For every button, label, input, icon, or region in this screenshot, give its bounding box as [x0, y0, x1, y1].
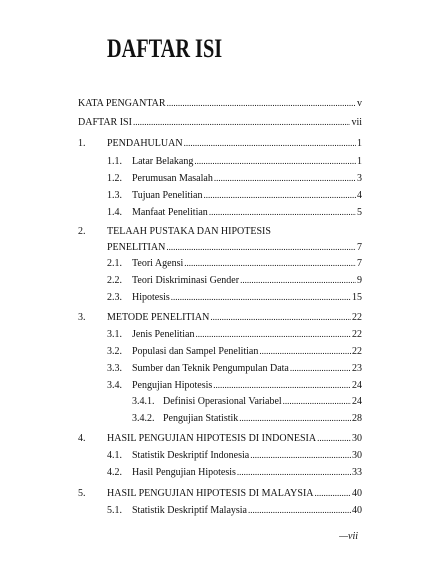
toc-entry-label: METODE PENELITIAN: [107, 312, 210, 323]
toc-entry-label: Populasi dan Sampel Penelitian: [132, 346, 259, 357]
toc-leader-dots: [283, 395, 351, 407]
toc-entry-kata-pengantar[interactable]: [78, 97, 362, 110]
toc-entry-label: Definisi Operasional Variabel: [163, 396, 282, 407]
toc-entry-label: HASIL PENGUJIAN HIPOTESIS DI MALAYSIA: [107, 488, 314, 499]
toc-leader-dots: [239, 412, 351, 424]
toc-entry-number: 3.3.: [107, 363, 122, 374]
toc-entry-page: 40: [352, 505, 362, 516]
toc-entry-chapter-4[interactable]: [78, 432, 362, 445]
toc-entry-label: Tujuan Penelitian: [132, 190, 203, 201]
toc-entry-label: HASIL PENGUJIAN HIPOTESIS DI INDONESIA: [107, 433, 317, 444]
toc-entry-number: 5.: [78, 488, 86, 499]
toc-entry-1-4[interactable]: [107, 206, 362, 219]
toc-entry-number: 2.1.: [107, 258, 122, 269]
toc-entry-number: 3.4.2.: [132, 413, 155, 424]
toc-entry-label: Statistik Deskriptif Indonesia: [132, 450, 250, 461]
toc-entry-chapter-2-cont[interactable]: [107, 241, 362, 254]
toc-entry-page: 23: [352, 363, 362, 374]
toc-entry-page: 1: [357, 138, 362, 149]
toc-leader-dots: [315, 487, 352, 499]
toc-entry-page: 4: [357, 190, 362, 201]
toc-leader-dots: [237, 466, 351, 478]
toc-entry-4-1[interactable]: [107, 449, 362, 462]
toc-entry-label: PENDAHULUAN: [107, 138, 183, 149]
toc-entry-page: 40: [352, 488, 362, 499]
toc-entry-label: DAFTAR ISI: [78, 117, 132, 128]
toc-entry-4-2[interactable]: [107, 466, 362, 479]
toc-entry-number: 3.4.1.: [132, 396, 155, 407]
toc-entry-number: 2.: [78, 226, 86, 237]
toc-entry-3-4[interactable]: [107, 379, 362, 392]
toc-entry-page: 5: [357, 207, 362, 218]
toc-entry-number: 1.3.: [107, 190, 122, 201]
toc-entry-5-1[interactable]: [107, 504, 362, 517]
toc-entry-page: 7: [357, 242, 362, 253]
toc-entry-2-3[interactable]: [107, 291, 362, 304]
toc-entry-3-1[interactable]: [107, 328, 362, 341]
toc-entry-label: KATA PENGANTAR: [78, 98, 166, 109]
toc-leader-dots: [250, 449, 351, 461]
toc-entry-page: 30: [352, 433, 362, 444]
toc-entry-page: 1: [357, 156, 362, 167]
toc-entry-chapter-3[interactable]: [78, 311, 362, 324]
toc-entry-label: Pengujian Hipotesis: [132, 380, 213, 391]
toc-leader-dots: [194, 155, 356, 167]
toc-entry-page: vii: [351, 117, 362, 128]
toc-leader-dots: [184, 257, 356, 269]
toc-entry-3-4-1[interactable]: [132, 395, 362, 408]
toc-entry-1-1[interactable]: [107, 155, 362, 168]
toc-entry-page: 7: [357, 258, 362, 269]
toc-leader-dots: [133, 116, 351, 128]
toc-entry-label: Pengujian Statistik: [163, 413, 239, 424]
toc-entry-label: Hipotesis: [132, 292, 170, 303]
toc-entry-chapter-2[interactable]: [78, 226, 362, 238]
toc-entry-chapter-1[interactable]: [78, 137, 362, 150]
toc-entry-label: Statistik Deskriptif Malaysia: [132, 505, 247, 516]
toc-leader-dots: [166, 241, 356, 253]
toc-entry-page: 22: [352, 312, 362, 323]
toc-entry-page: v: [357, 98, 362, 109]
toc-entry-page: 24: [352, 380, 362, 391]
toc-entry-2-2[interactable]: [107, 274, 362, 287]
toc-entry-number: 3.: [78, 312, 86, 323]
toc-entry-page: 24: [352, 396, 362, 407]
toc-entry-number: 5.1.: [107, 505, 122, 516]
toc-entry-page: 15: [352, 292, 362, 303]
toc-leader-dots: [209, 206, 356, 218]
toc-entry-number: 1.: [78, 138, 86, 149]
toc-entry-label: Sumber dan Teknik Pengumpulan Data: [132, 363, 289, 374]
toc-entry-page: 3: [357, 173, 362, 184]
toc-entry-number: 3.1.: [107, 329, 122, 340]
toc-entry-label: Hasil Pengujian Hipotesis: [132, 467, 236, 478]
toc-entry-number: 4.1.: [107, 450, 122, 461]
toc-entry-number: 1.4.: [107, 207, 122, 218]
toc-entry-1-3[interactable]: [107, 189, 362, 202]
page-number-footer: —vii: [339, 531, 358, 542]
toc-entry-3-4-2[interactable]: [132, 412, 362, 425]
toc-leader-dots: [203, 189, 356, 201]
toc-entry-3-3[interactable]: [107, 362, 362, 375]
toc-entry-label: Jenis Penelitian: [132, 329, 195, 340]
toc-leader-dots: [167, 97, 356, 109]
toc-leader-dots: [259, 345, 351, 357]
toc-entry-page: 22: [352, 329, 362, 340]
toc-entry-label: Perumusan Masalah: [132, 173, 213, 184]
toc-entry-label: PENELITIAN: [107, 242, 166, 253]
toc-entry-page: 28: [352, 413, 362, 424]
toc-entry-number: 2.3.: [107, 292, 122, 303]
page-title: DAFTAR ISI: [107, 34, 223, 63]
toc-leader-dots: [240, 274, 356, 286]
toc-leader-dots: [317, 432, 351, 444]
toc-leader-dots: [210, 311, 351, 323]
toc-entry-page: 30: [352, 450, 362, 461]
toc-entry-page: 22: [352, 346, 362, 357]
toc-entry-label: Manfaat Penelitian: [132, 207, 208, 218]
toc-entry-label: Latar Belakang: [132, 156, 194, 167]
toc-leader-dots: [184, 137, 356, 149]
toc-entry-label: TELAAH PUSTAKA DAN HIPOTESIS: [107, 226, 271, 237]
toc-leader-dots: [214, 172, 356, 184]
toc-entry-daftar-isi[interactable]: [78, 116, 362, 129]
toc-leader-dots: [290, 362, 351, 374]
toc-entry-page: 33: [352, 467, 362, 478]
toc-entry-page: 9: [357, 275, 362, 286]
toc-leader-dots: [213, 379, 351, 391]
toc-entry-label: Teori Diskriminasi Gender: [132, 275, 240, 286]
toc-entry-number: 4.: [78, 433, 86, 444]
toc-entry-number: 1.1.: [107, 156, 122, 167]
toc-entry-2-1[interactable]: [107, 257, 362, 270]
toc-entry-label: Teori Agensi: [132, 258, 184, 269]
toc-entry-1-2[interactable]: [107, 172, 362, 185]
toc-entry-3-2[interactable]: [107, 345, 362, 358]
toc-entry-number: 2.2.: [107, 275, 122, 286]
toc-entry-chapter-5[interactable]: [78, 487, 362, 500]
toc-leader-dots: [171, 291, 351, 303]
toc-leader-dots: [196, 328, 352, 340]
toc-entry-number: 1.2.: [107, 173, 122, 184]
toc-entry-number: 4.2.: [107, 467, 122, 478]
toc-entry-number: 3.2.: [107, 346, 122, 357]
toc-leader-dots: [248, 504, 351, 516]
toc-entry-number: 3.4.: [107, 380, 122, 391]
